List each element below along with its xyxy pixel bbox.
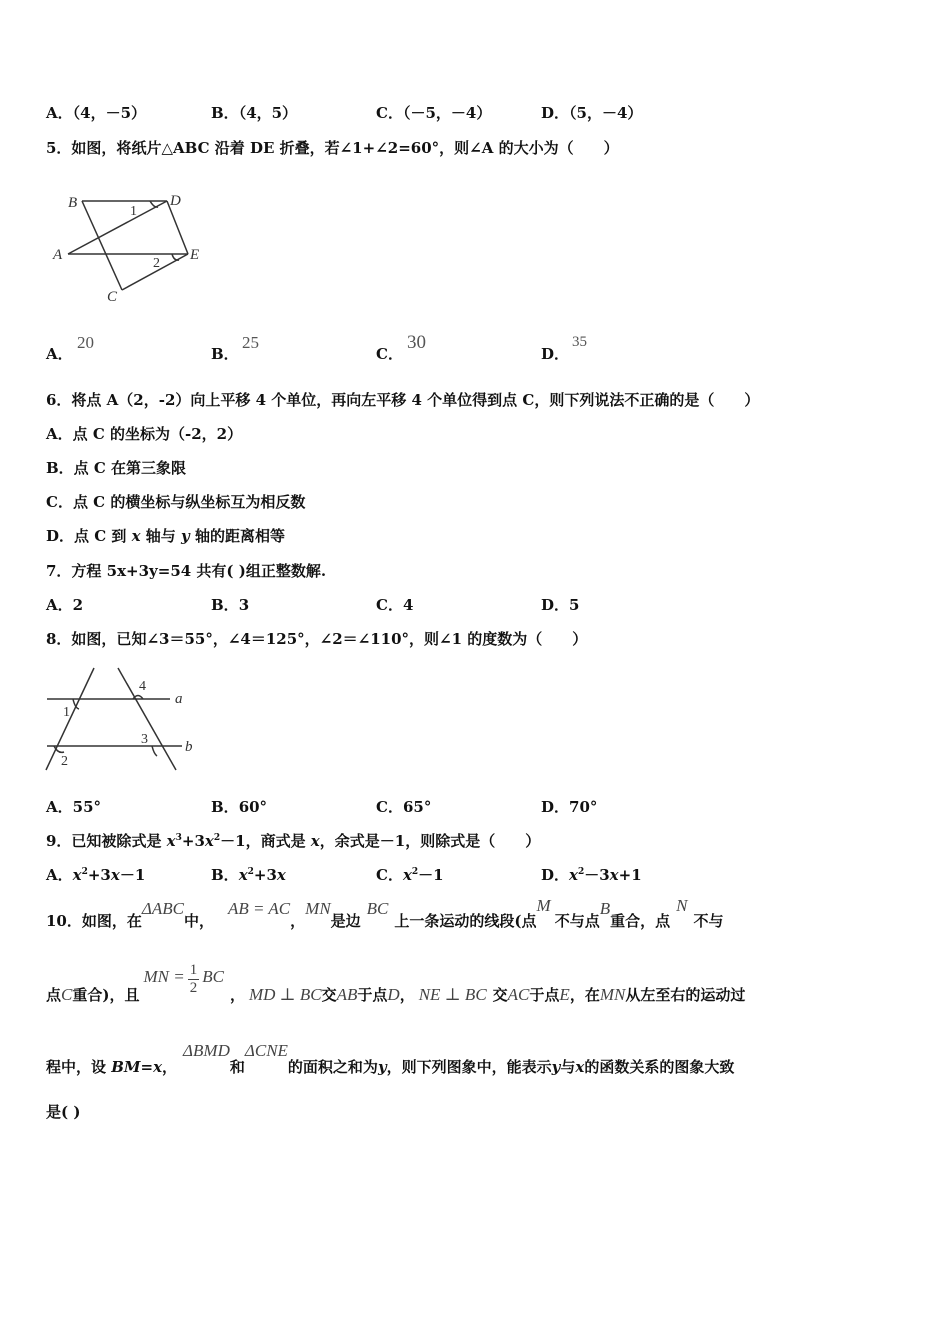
q5-label-c: C [107, 289, 118, 305]
q5-option-a-value: 20 [77, 333, 94, 352]
q8-angle-2: 2 [61, 754, 68, 769]
q9-option-c: C．$x^2-1$ [376, 866, 444, 884]
q8-line-a: a [175, 691, 183, 707]
q7-option-b: B．3 [211, 596, 250, 614]
q4-option-d: D．（5，－4） [541, 104, 643, 122]
q9-option-d: D．$x^2-3x+1$ [541, 866, 642, 884]
q9-option-a: A．$x^2+3x-1$ [46, 866, 146, 884]
q8-option-c: C．65° [376, 798, 432, 816]
q9-option-b: B．$x^2+3x$ [211, 866, 286, 884]
q8-stem: 8．如图，已知∠3＝55°，∠4＝125°，∠2＝∠110°，则∠1 的度数为（ ） [46, 630, 588, 648]
q4-option-b: B．（4，5） [211, 104, 298, 122]
q8-angle-4: 4 [139, 679, 146, 694]
q5-option-c: C． [376, 345, 403, 363]
q8-figure [42, 664, 202, 776]
q6-stem: 6．将点 A（2，-2）向上平移 4 个单位，再向左平移 4 个单位得到点 C，则下列说法不正确的是（ ） [46, 391, 760, 409]
q5-option-c-value: 30 [407, 332, 426, 353]
q5-option-d-value: 35 [572, 334, 587, 350]
q5-label-e: E [190, 247, 200, 263]
q5-option-b-value: 25 [242, 333, 259, 352]
q5-option-d: D． [541, 345, 570, 363]
q8-angle-1: 1 [63, 705, 70, 720]
q8-option-a: A．55° [46, 798, 102, 816]
q8-option-d: D．70° [541, 798, 598, 816]
q10-line-3: 程中，设 BM=x，ΔBMD和ΔCNE的面积之和为y，则下列图象中，能表示y与x的函数关系的图象大致 [46, 1041, 735, 1076]
q4-option-c: C．（－5，－4） [376, 104, 492, 122]
q8-angle-3: 3 [141, 732, 148, 747]
q10-line-1: 10．如图，在ΔABC中，AB = AC，MN是边BC上一条运动的线段(点M不与点B重合，点N不与 [46, 896, 724, 930]
q6-option-c: C．点 C 的横坐标与纵坐标互为相反数 [46, 493, 306, 511]
q4-option-a: A．（4，－5） [46, 104, 147, 122]
q7-option-d: D．5 [541, 596, 580, 614]
q5-option-a: A． [46, 345, 73, 363]
q7-option-a: A．2 [46, 596, 84, 614]
q10-line-2: 点C重合)，且MN = $\frac{1}{2}$ BC， MD ⊥ BC交AB于点D， NE ⊥ BC 交AC于点E，在MN从左至右的运动过 [46, 962, 746, 1004]
q6-option-b: B．点 C 在第三象限 [46, 459, 187, 477]
q5-label-a: A [53, 247, 63, 263]
q10-line-4: 是( ) [46, 1103, 81, 1121]
q8-line-b: b [185, 739, 193, 755]
q5-option-b: B． [211, 345, 239, 363]
q7-stem: 7．方程 5x+3y=54 共有( )组正整数解. [46, 562, 327, 580]
q5-angle-1: 1 [130, 204, 137, 219]
q5-figure [50, 188, 210, 306]
q10-fraction: $\frac{1}{2}$ [189, 962, 198, 996]
q5-label-b: B [68, 195, 78, 211]
q7-option-c: C．4 [376, 596, 414, 614]
q8-option-b: B．60° [211, 798, 268, 816]
q5-label-d: D [170, 193, 181, 209]
q9-stem: 9．已知被除式是 $x^3+3x^2-1$，商式是 x，余式是－1，则除式是（ ） [46, 832, 541, 850]
q6-option-a: A．点 C 的坐标为（-2，2） [46, 425, 243, 443]
q6-option-d: D．点 C 到 x 轴与 y 轴的距离相等 [46, 527, 285, 545]
q5-angle-2: 2 [153, 256, 160, 271]
q5-stem: 5．如图，将纸片△ABC 沿着 DE 折叠，若∠1+∠2=60°，则∠A 的大小为（ ） [46, 139, 619, 157]
